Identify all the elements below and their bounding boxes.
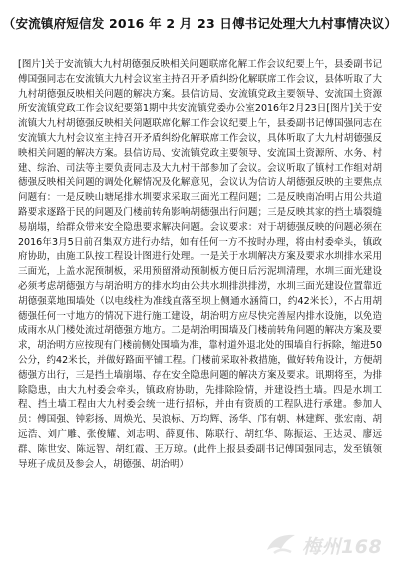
- watermark-text: 梅州168: [302, 536, 383, 558]
- watermark: [258, 528, 398, 560]
- document-title: （安流镇府短信发 2016 年 2 月 23 日傅书记处理大九村事情决议）: [2, 16, 398, 31]
- body-paragraph: [图片]关于安流镇大九村胡德强反映相关问题联席化解工作会议纪要上午，县委副书记傅国强同志在安流镇大九村会议室主持召开矛盾纠纷化解联席工作会议，县体听取了大九村胡德强反映相关问题的解决方案。县信访局、安流镇党政主要领导、安流国土资源所安流镇党政工作会议纪要第1期中共安流镇党委办公室2016年2月23日[图片]关于安流镇大九村胡德强反映相关问题联席化解工作会议纪要上午，县委副书记傅国强同志在安流镇大九村会议室主持召开矛盾纠纷化解联席工作会议，具体听取了大九村胡德强反映相关问题的解决方案。县信访局、安流镇党政主要领导、安流国土资源所、水务、村建、综治、司法等主要负责同志及大九村干部参加了会议。会议听取了镇村工作组对胡德强反映相关问题的调处化解情况及化解意见，会议认为信访人胡德强反映的主要焦点问题有：一是反映山塘尾排水圳要求采取三面光工程问题；二是反映南冶明占用公共道路要求逐路于民的问题及门楼前转角影响胡德强出行问题；三是反映其家的挡土墙裂缝易崩塌，给群众带来安全隐患要求解决问题。会议要求：对于胡德强反映的问题必须在2016年3月5日前召集双方进行办结，如有任何一方不按时办理，将由村委牵头，镇政府协助，由施工队按工程设计图进行处理。一是关于水圳解决方案及要求水圳排水采用三面光，上盖水泥预制板，采用预留滑动预制板方便日后污泥圳清理，水圳三面光建设必须考虑胡德强方与胡治明方的排水均由公共水圳排洪排涝，水圳三面光建设位置靠近胡德强菜地围墙处（以电线柱为准线直落至坝上侧通水涵简口，约42米长），不占用胡德强任何一寸地方的情况下进行施工建设，胡治明方应尽快完善屋内排水设施，以免造成雨水从门楼处流过胡德强方地方。二是胡治明围墙及门楼前转角问题的解决方案及要求，胡治明方应按现有门楼前侧处围墙为准，靠村道外退北处的围墙自行拆除，缩进50公分，约42米长，并做好路面平铺工程。门楼前采取补救措施，做好转角设计，方便胡德强方出行，三是挡土墙崩塌、存在安全隐患问题的解决方案及要求。讯期将至，为排除隐患，由大九村委会牵头，镇政府协助，先排除险情，并建设挡土墙。四是水圳工程、挡土墙工程由大九村委会统一进行招标，并由有资质的工程队进行承建。参加人员：傅国强、钟彩扬、周焕光、吴浪标、万均辉、汤华、邝有朝、林建辉、张宏南、胡远浩、刘广雕、张俊耀、刘志明、薛夏伟、陈联行、胡红华、陈振运、王达灵、廖远群、陈世安、陈远智、胡红霞、王万琼。(此件上报县委副书记傅国强同志，发至镇领导班子成员及参会人，胡德强、胡治明）: [18, 59, 382, 470]
- bird-logo-icon: [264, 530, 298, 558]
- document-body: [18, 58, 382, 472]
